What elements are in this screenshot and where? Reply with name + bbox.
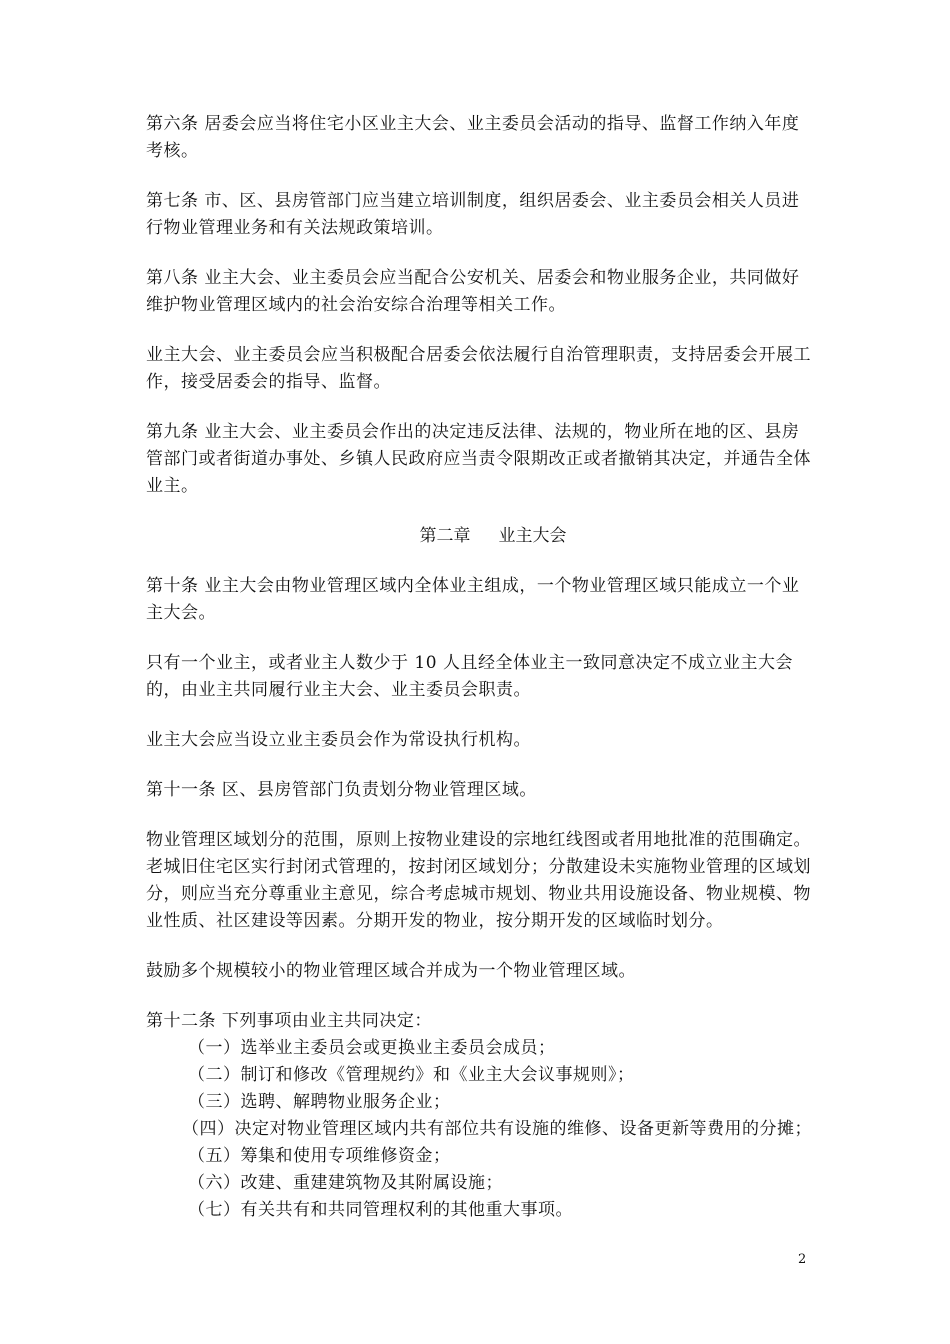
document-body [146,111,816,1224]
list-item: （三）选聘、解聘物业服务企业； [188,1092,451,1112]
article-8: 第八条 业主大会、业主委员会应当配合公安机关、居委会和物业服务企业，共同做好维护物业管理区域内的社会治安综合治理等相关工作。 [146,268,800,315]
chapter-heading [146,523,816,550]
article-7: 第七条 市、区、县房管部门应当建立培训制度，组织居委会、业主委员会相关人员进行物业管理业务和有关法规政策培训。 [146,191,800,238]
list-item: （五）筹集和使用专项维修资金； [188,1146,451,1166]
article-11-paragraph-3: 鼓励多个规模较小的物业管理区域合并成为一个物业管理区域。 [146,961,636,981]
list-item: （六）改建、重建建筑物及其附属设施； [188,1173,503,1193]
list-item: （二）制订和修改《管理规约》和《业主大会议事规则》； [188,1065,635,1085]
article-10-paragraph-3: 业主大会应当设立业主委员会作为常设执行机构。 [146,730,531,750]
article-6: 第六条 居委会应当将住宅小区业主大会、业主委员会活动的指导、监督工作纳入年度考核。 [146,114,800,161]
page-number: 2 [798,1252,807,1267]
article-11-paragraph-2: 物业管理区域划分的范围，原则上按物业建设的宗地红线图或者用地批准的范围确定。老城旧住宅区实行封闭式管理的，按封闭区域划分；分散建设未实施物业管理的区域划分，则应当充分尊重业主意见，综合考虑城市规划、物业共用设施设备、物业规模、物业性质、社区建设等因素。分期开发的物业，按分期开发的区域临时划分。 [146,830,811,931]
article-11: 第十一条 区、县房管部门负责划分物业管理区域。 [146,780,537,800]
article-12: 第十二条 下列事项由业主共同决定： [146,1011,432,1031]
article-10: 第十条 业主大会由物业管理区域内全体业主组成，一个物业管理区域只能成立一个业主大会。 [146,576,800,623]
article-8-paragraph-2: 业主大会、业主委员会应当积极配合居委会依法履行自治管理职责，支持居委会开展工作，接受居委会的指导、监督。 [146,345,811,392]
article-9: 第九条 业主大会、业主委员会作出的决定违反法律、法规的，物业所在地的区、县房管部门或者街道办事处、乡镇人民政府应当责令限期改正或者撤销其决定，并通告全体业主。 [146,422,811,496]
article-10-paragraph-2: 只有一个业主，或者业主人数少于 10 人且经全体业主一致同意决定不成立业主大会的，由业主共同履行业主大会、业主委员会职责。 [146,653,793,700]
list-item: （七）有关共有和共同管理权利的其他重大事项。 [188,1200,573,1220]
chapter-number: 第二章 [419,526,471,546]
chapter-title: 业主大会 [498,526,567,546]
list-item: （四）决定对物业管理区域内共有部位共有设施的维修、设备更新等费用的分摊； [182,1119,812,1139]
list-item: （一）选举业主委员会或更换业主委员会成员； [188,1038,556,1058]
